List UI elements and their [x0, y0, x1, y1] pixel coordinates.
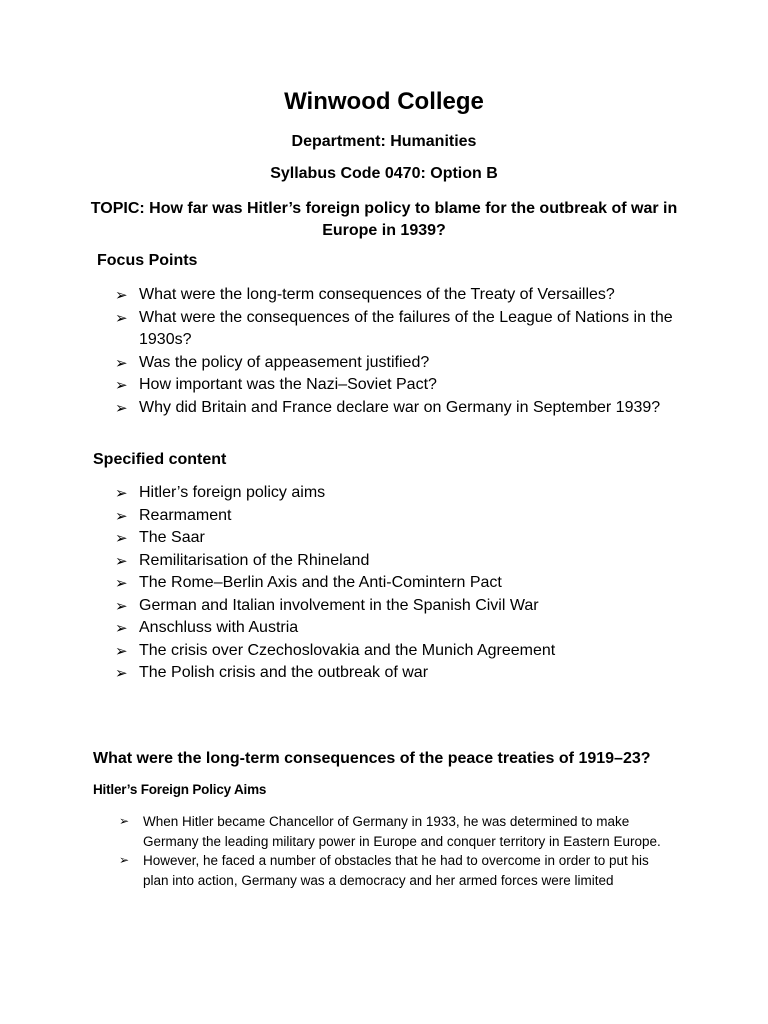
list-item-text: What were the long-term consequences of the Treaty of Versailles? — [139, 286, 615, 303]
arrow-bullet-icon: ➢ — [115, 376, 128, 394]
list-item — [115, 550, 685, 573]
list-item — [115, 527, 685, 550]
list-item-text: When Hitler became Chancellor of Germany in 1933, he was determined to make Germany the leading military power in Europe and conquer territory in Eastern Europe. — [143, 814, 661, 849]
arrow-bullet-icon: ➢ — [119, 814, 130, 828]
arrow-bullet-icon: ➢ — [115, 619, 128, 637]
department-line: Department: Humanities — [291, 133, 477, 150]
aims-list — [119, 812, 664, 890]
arrow-bullet-icon: ➢ — [115, 596, 128, 615]
list-item — [115, 640, 685, 663]
list-item — [115, 572, 685, 595]
list-item-text: Anschluss with Austria — [139, 619, 299, 636]
list-item-text: The Rome–Berlin Axis and the Anti-Comintern Pact — [139, 574, 502, 591]
list-item — [115, 284, 685, 307]
arrow-bullet-icon: ➢ — [115, 398, 128, 417]
arrow-bullet-icon: ➢ — [115, 574, 128, 592]
list-item — [119, 812, 664, 851]
page-title: Winwood College — [284, 88, 484, 115]
arrow-bullet-icon: ➢ — [115, 641, 128, 660]
topic-line: TOPIC: How far was Hitler’s foreign policy to blame for the outbreak of war in Europe in 1939? — [90, 200, 678, 239]
list-item-text: How important was the Nazi–Soviet Pact? — [139, 376, 437, 393]
arrow-bullet-icon: ➢ — [115, 308, 128, 327]
list-item — [115, 595, 685, 618]
list-item — [115, 482, 685, 505]
list-item — [115, 374, 685, 397]
specified-content-list — [115, 482, 685, 685]
list-item — [115, 617, 685, 640]
list-item-text: Was the policy of appeasement justified? — [139, 353, 430, 371]
arrow-bullet-icon: ➢ — [115, 551, 128, 570]
arrow-bullet-icon: ➢ — [115, 506, 128, 525]
specified-content-heading: Specified content — [93, 451, 227, 468]
focus-points-list — [115, 284, 685, 419]
arrow-bullet-icon: ➢ — [115, 484, 128, 502]
list-item — [115, 352, 685, 375]
list-item-text: The Polish crisis and the outbreak of war — [139, 664, 429, 681]
list-item — [115, 505, 685, 528]
list-item — [115, 397, 685, 420]
list-item-text: Why did Britain and France declare war on Germany in September 1939? — [139, 398, 661, 416]
arrow-bullet-icon: ➢ — [119, 853, 130, 867]
list-item-text: The Saar — [139, 529, 205, 546]
arrow-bullet-icon: ➢ — [115, 529, 128, 547]
arrow-bullet-icon: ➢ — [115, 353, 128, 372]
focus-points-heading: Focus Points — [97, 252, 198, 269]
section-question-heading: What were the long-term consequences of the peace treaties of 1919–23? — [93, 750, 651, 767]
list-item — [115, 307, 685, 352]
list-item — [119, 851, 664, 890]
list-item-text: Rearmament — [139, 506, 232, 524]
foreign-policy-aims-heading: Hitler’s Foreign Policy Aims — [93, 782, 267, 797]
list-item-text: However, he faced a number of obstacles that he had to overcome in order to put his plan into action, Germany was a democracy and her armed forces were limited — [143, 853, 649, 888]
syllabus-line: Syllabus Code 0470: Option B — [270, 165, 498, 182]
arrow-bullet-icon: ➢ — [115, 286, 128, 304]
list-item-text: The crisis over Czechoslovakia and the Munich Agreement — [139, 641, 556, 659]
list-item-text: Hitler’s foreign policy aims — [139, 484, 326, 501]
list-item-text: German and Italian involvement in the Spanish Civil War — [139, 596, 539, 614]
arrow-bullet-icon: ➢ — [115, 664, 128, 682]
list-item-text: What were the consequences of the failures of the League of Nations in the 1930s? — [139, 308, 673, 348]
list-item — [115, 662, 685, 685]
list-item-text: Remilitarisation of the Rhineland — [139, 551, 370, 569]
